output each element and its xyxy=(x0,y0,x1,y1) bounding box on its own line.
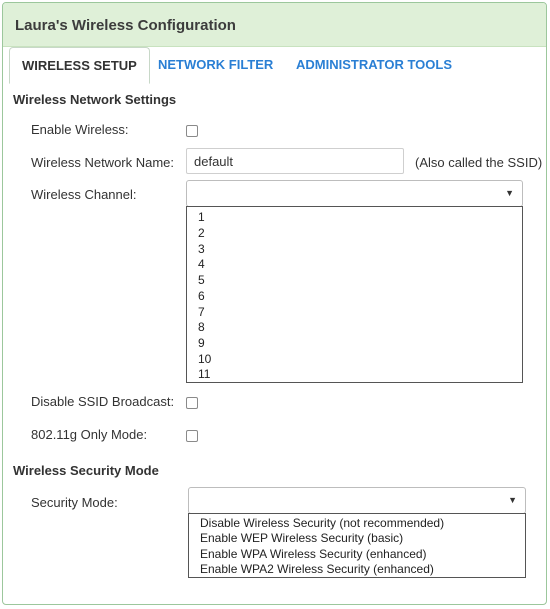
network-name-input[interactable] xyxy=(186,148,404,174)
network-name-label: Wireless Network Name: xyxy=(31,155,175,170)
wireless-network-settings-heading: Wireless Network Settings xyxy=(13,92,177,107)
panel-title: Laura's Wireless Configuration xyxy=(15,17,236,34)
channel-option[interactable]: 4 xyxy=(198,257,205,271)
wireless-channel-label: Wireless Channel: xyxy=(31,187,137,202)
chevron-down-icon: ▼ xyxy=(505,188,514,198)
channel-option[interactable]: 3 xyxy=(198,242,205,256)
panel-header xyxy=(3,3,546,47)
wireless-config-panel xyxy=(2,2,547,605)
channel-option[interactable]: 2 xyxy=(198,226,205,240)
channel-option[interactable]: 9 xyxy=(198,336,205,350)
channel-option[interactable]: 11 xyxy=(198,367,211,381)
security-option[interactable]: Enable WEP Wireless Security (basic) xyxy=(200,531,404,545)
tab-wireless-setup[interactable]: WIRELESS SETUP xyxy=(9,47,150,84)
security-mode-select[interactable] xyxy=(188,487,526,514)
security-option[interactable]: Enable WPA Wireless Security (enhanced) xyxy=(200,547,427,561)
tab-network-filter[interactable]: NETWORK FILTER xyxy=(158,57,274,72)
chevron-down-icon: ▼ xyxy=(508,495,517,505)
channel-option[interactable]: 7 xyxy=(198,305,205,319)
wireless-channel-select[interactable] xyxy=(186,180,523,207)
wireless-security-mode-heading: Wireless Security Mode xyxy=(13,463,159,478)
ssid-hint: (Also called the SSID) xyxy=(415,155,543,170)
security-mode-label: Security Mode: xyxy=(31,495,118,510)
disable-ssid-broadcast-label: Disable SSID Broadcast: xyxy=(31,394,175,409)
channel-option[interactable]: 6 xyxy=(198,289,205,303)
enable-wireless-checkbox[interactable] xyxy=(186,125,198,137)
security-option[interactable]: Disable Wireless Security (not recommended) xyxy=(200,516,445,530)
security-mode-listbox[interactable] xyxy=(188,513,526,578)
security-option[interactable]: Enable WPA2 Wireless Security (enhanced) xyxy=(200,562,434,576)
g-only-mode-label: 802.11g Only Mode: xyxy=(31,427,148,442)
disable-ssid-broadcast-checkbox[interactable] xyxy=(186,397,198,409)
channel-option[interactable]: 8 xyxy=(198,320,205,334)
tab-administrator-tools[interactable]: ADMINISTRATOR TOOLS xyxy=(296,57,452,72)
channel-option[interactable]: 5 xyxy=(198,273,205,287)
g-only-mode-checkbox[interactable] xyxy=(186,430,198,442)
enable-wireless-label: Enable Wireless: xyxy=(31,122,129,137)
channel-option[interactable]: 1 xyxy=(198,210,205,224)
wireless-channel-listbox[interactable] xyxy=(186,206,523,383)
channel-option[interactable]: 10 xyxy=(198,352,212,366)
